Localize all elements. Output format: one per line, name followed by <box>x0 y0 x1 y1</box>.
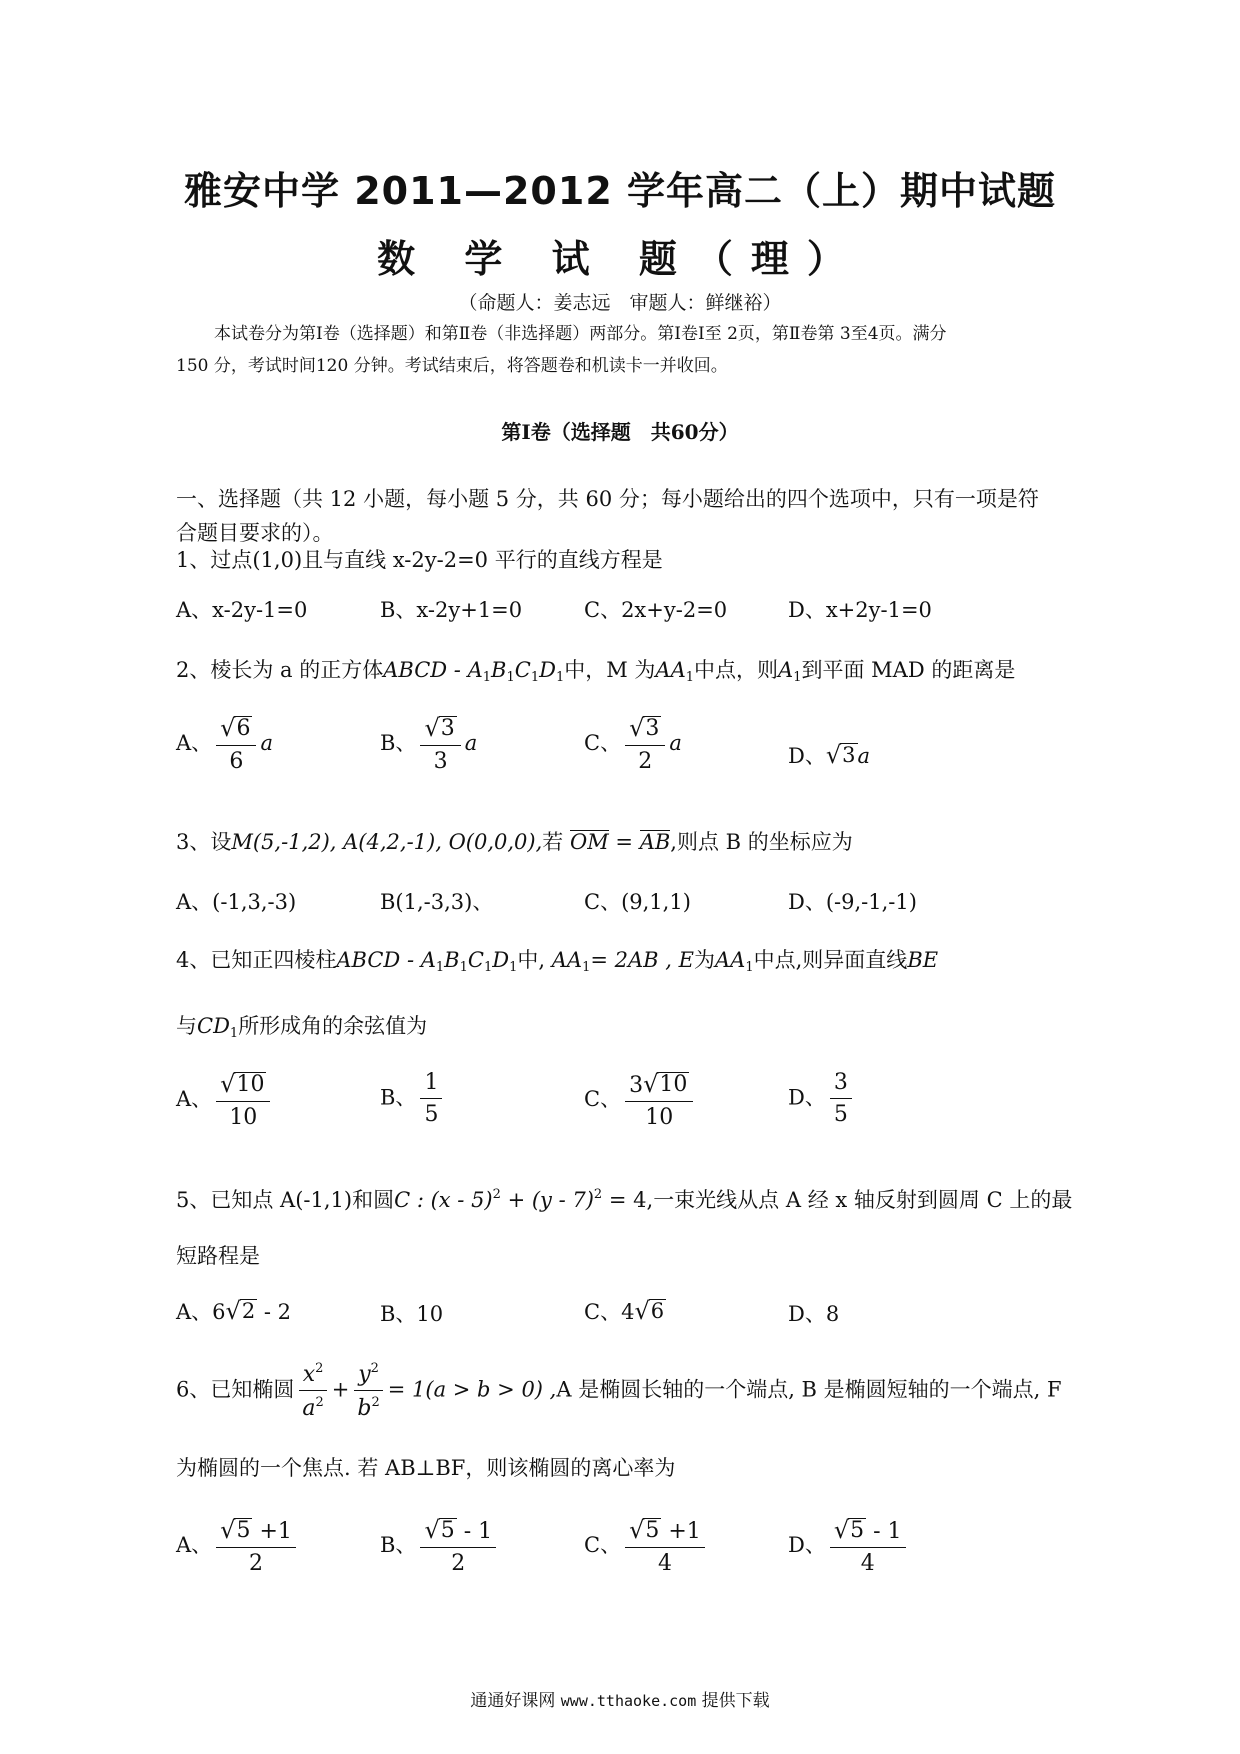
q4-d-label: D、 <box>788 1085 826 1110</box>
q2-text-3: 中点，则 <box>694 658 779 682</box>
denominator: 4 <box>657 1551 672 1576</box>
q4-text-5: 与 <box>176 1014 197 1038</box>
q3-option-c: C、(9,1,1) <box>584 890 691 914</box>
q6-x: x <box>302 1362 316 1387</box>
fraction <box>625 1072 693 1129</box>
q4-prism: ABCD - A <box>336 948 436 972</box>
q4-b1: B <box>444 948 460 972</box>
radicand: 6 <box>650 1299 665 1323</box>
fraction <box>216 1072 270 1129</box>
q2-sub: 1 <box>555 670 565 685</box>
q2-sub: 1 <box>482 670 492 685</box>
q4-sub: 1 <box>509 960 518 975</box>
q5-option-c <box>584 1296 666 1326</box>
sqrt: √ 5 <box>833 1516 865 1544</box>
q4-text-6: 所形成角的余弦值为 <box>238 1014 428 1038</box>
q6-b-label: B、 <box>380 1533 417 1557</box>
q4-sub: 1 <box>435 960 445 975</box>
q4-sub: 1 <box>483 960 493 975</box>
q4-be: BE <box>907 948 939 972</box>
q4-cd: CD <box>197 1014 230 1038</box>
fraction <box>625 716 665 773</box>
q4-c1: C <box>467 948 484 972</box>
radicand: 5 <box>850 1518 865 1543</box>
variable: a <box>260 731 273 755</box>
q2-aa: AA <box>655 658 686 682</box>
denominator: 4 <box>860 1551 875 1576</box>
q3-points: M(5,-1,2), A(4,2,-1), O(0,0,0), <box>231 830 543 854</box>
denominator: 2 <box>638 749 653 774</box>
q5-circle: C : (x - 5) <box>394 1188 493 1212</box>
exam-instructions <box>176 318 1076 382</box>
fraction <box>830 1518 906 1575</box>
q2-option-c <box>584 716 682 773</box>
q2-b1: B <box>491 658 507 682</box>
q1-option-b: B、x-2y+1=0 <box>380 598 523 622</box>
q6-exp: 2 <box>371 1395 380 1410</box>
q4-c-label: C、 <box>584 1087 622 1111</box>
q2-sub: 1 <box>530 670 540 685</box>
radicand: 6 <box>236 716 251 741</box>
sqrt: √ 10 <box>220 1070 265 1098</box>
part-line-1: 一、选择题（共 12 小题，每小题 5 分，共 60 分；每小题给出的四个选项中，只有一项是符 <box>176 487 1039 511</box>
q2-d-label: D、 <box>788 744 826 768</box>
q2-d1: D <box>539 658 556 682</box>
q4-option-a <box>176 1072 274 1129</box>
q4-option-c <box>584 1072 697 1129</box>
fraction <box>420 716 460 773</box>
q5-circle-2: + (y - 7) <box>500 1188 594 1212</box>
q6-b: b <box>357 1396 372 1421</box>
q6-option-c <box>584 1518 709 1575</box>
q6-option-b <box>380 1518 500 1575</box>
vector-ab: AB <box>639 830 671 854</box>
question-1-stem: 1、过点(1,0)且与直线 x-2y-2=0 平行的直线方程是 <box>176 548 663 572</box>
radicand: 5 <box>440 1518 455 1543</box>
variable: a <box>464 731 478 755</box>
q6-condition: = 1(a > b > 0) , <box>387 1377 557 1402</box>
denominator: 5 <box>833 1102 848 1127</box>
q5-a-label: A、6 <box>176 1300 226 1324</box>
q6-sign: - 1 <box>456 1519 493 1544</box>
q4-d1: D <box>492 948 510 972</box>
radicand: 3 <box>842 743 856 767</box>
q5-eq: = 4, <box>602 1188 654 1212</box>
radicand: 5 <box>236 1518 251 1543</box>
denominator: 2 <box>249 1551 264 1576</box>
denominator: 5 <box>424 1102 439 1127</box>
vector-om: OM <box>569 830 609 854</box>
q2-sub: 1 <box>793 670 802 685</box>
q2-c1: C <box>514 658 531 682</box>
footer-download-text: 提供下载 <box>701 1691 770 1711</box>
q4-a-label: A、 <box>176 1087 213 1111</box>
q5-a-rest: - 2 <box>257 1300 292 1324</box>
radicand: 3 <box>440 716 455 741</box>
q4-option-d <box>788 1072 856 1126</box>
question-5-stem-line-2: 短路程是 <box>176 1244 260 1268</box>
q5-option-d: D、8 <box>788 1302 840 1326</box>
q5-square: 2 <box>593 1187 603 1202</box>
q1-option-d: D、x+2y-1=0 <box>788 598 932 622</box>
sqrt: √ 10 <box>643 1070 688 1098</box>
sqrt: √ 3 <box>424 714 455 742</box>
radicand: 5 <box>645 1518 660 1543</box>
fraction <box>420 1072 442 1126</box>
sqrt: √ 2 <box>225 1297 256 1325</box>
radicand: 10 <box>236 1072 265 1097</box>
q5-text-2: 一束光线从点 A 经 x 轴反射到圆周 C 上的最 <box>653 1188 1073 1212</box>
variable: a <box>669 731 682 755</box>
q2-sub: 1 <box>506 670 515 685</box>
question-4-stem <box>176 944 938 975</box>
fraction <box>625 1518 705 1575</box>
instructions-line-1: 本试卷分为第Ⅰ卷（选择题）和第Ⅱ卷（非选择题）两部分。第Ⅰ卷Ⅰ至 2页，第Ⅱ卷第 3至4页。满分 <box>214 324 947 344</box>
q2-option-d <box>788 740 870 770</box>
sqrt: √ 5 <box>220 1516 251 1544</box>
q3-option-d: D、(-9,-1,-1) <box>788 890 917 914</box>
sqrt: √ 6 <box>220 714 251 742</box>
fraction <box>353 1362 383 1420</box>
q2-sub: 1 <box>685 670 695 685</box>
fraction <box>216 1518 296 1575</box>
q2-c-label: C、 <box>584 731 622 755</box>
exam-title: 雅安中学 2011—2012 学年高二（上）期中试题 <box>184 169 1056 213</box>
question-6-stem <box>176 1362 1062 1420</box>
q3-option-a: A、(-1,3,-3) <box>176 890 297 914</box>
coefficient: 3 <box>629 1073 644 1098</box>
q4-text-3: 为 <box>694 948 715 972</box>
part-line-2: 合题目要求的）。 <box>176 521 334 545</box>
denominator: 6 <box>229 749 244 774</box>
section-heading: 第Ⅰ卷（选择题 共60分） <box>501 420 739 444</box>
q1-option-a: A、x-2y-1=0 <box>176 598 308 622</box>
q4-aa: AA <box>551 948 583 972</box>
q6-text-2: A 是椭圆长轴的一个端点, B 是椭圆短轴的一个端点, F <box>556 1377 1062 1402</box>
q6-d-label: D、 <box>788 1533 826 1557</box>
page-footer <box>0 1686 1240 1711</box>
q3-text-2: 若 <box>542 830 564 854</box>
q2-cube: ABCD - A <box>383 658 483 682</box>
question-5-stem <box>176 1184 1072 1214</box>
sqrt: √ 5 <box>424 1516 455 1544</box>
radicand: 2 <box>241 1299 256 1323</box>
q2-text-4: 到平面 MAD 的距离是 <box>801 658 1016 682</box>
q4-sub: 1 <box>745 960 754 975</box>
radicand: 10 <box>659 1072 688 1097</box>
question-3-stem <box>176 826 853 856</box>
q6-sign: +1 <box>661 1519 701 1544</box>
denominator: 2 <box>451 1551 466 1576</box>
q2-a-label: A、 <box>176 731 213 755</box>
radicand: 3 <box>645 716 660 741</box>
q2-a1: A <box>778 658 794 682</box>
q5-text-1: 5、已知点 A(-1,1)和圆 <box>176 1188 395 1212</box>
instructions-line-2: 150 分，考试时间120 分钟。考试结束后，将答题卷和机读卡一并收回。 <box>176 356 728 376</box>
q6-y: y <box>358 1362 371 1387</box>
q4-e: E <box>678 948 694 972</box>
q5-option-b: B、10 <box>380 1302 444 1326</box>
q5-c-label: C、4 <box>584 1300 635 1324</box>
variable: a <box>857 744 871 768</box>
q4-text-2: 中, <box>517 948 546 972</box>
denominator: 10 <box>229 1105 258 1130</box>
numerator: 1 <box>420 1072 442 1099</box>
q6-option-a <box>176 1518 300 1575</box>
exam-subtitle: 数 学 试 题（理） <box>377 237 863 281</box>
footer-site-name: 通通好课网 <box>470 1691 556 1711</box>
q2-b-label: B、 <box>380 731 417 755</box>
q4-text-1: 4、已知正四棱柱 <box>176 948 337 972</box>
authors-line: （命题人：姜志远 审题人：鲜继裕） <box>458 292 782 314</box>
q6-exp: 2 <box>315 1361 324 1376</box>
q6-text-1: 6、已知椭圆 <box>176 1377 295 1402</box>
q4-sub: 1 <box>459 960 468 975</box>
part-instructions <box>176 482 1076 550</box>
q4-sub: 1 <box>582 960 591 975</box>
q3-text-1: 3、设 <box>176 830 232 854</box>
numerator: 3 <box>830 1072 852 1099</box>
q4-aa2: AA <box>715 948 746 972</box>
q6-sign: +1 <box>252 1519 292 1544</box>
q6-plus: + <box>331 1377 350 1402</box>
q4-option-b <box>380 1072 446 1126</box>
denominator: 3 <box>433 749 448 774</box>
q2-text-1: 2、棱长为 a 的正方体 <box>176 658 384 682</box>
q5-square: 2 <box>492 1187 501 1202</box>
question-2-stem <box>176 654 1015 685</box>
q6-sign: - 1 <box>866 1519 902 1544</box>
q3-text-3: ,则点 B 的坐标应为 <box>670 830 853 854</box>
q5-option-a <box>176 1296 291 1326</box>
q3-eq: = <box>615 830 633 854</box>
sqrt: √ 5 <box>629 1516 660 1544</box>
footer-url-link[interactable]: www.tthaoke.com <box>560 1692 697 1710</box>
q6-option-d <box>788 1518 910 1575</box>
fraction <box>298 1362 327 1420</box>
fraction <box>216 716 256 773</box>
q6-a: a <box>302 1396 316 1421</box>
q2-text-2: 中，M 为 <box>564 658 656 682</box>
q2-option-b <box>380 716 477 773</box>
question-4-stem-line-2 <box>176 1010 427 1041</box>
q1-option-c: C、2x+y-2=0 <box>584 598 728 622</box>
fraction <box>420 1518 496 1575</box>
sqrt: √ 3 <box>629 714 660 742</box>
q4-sub: 1 <box>229 1026 239 1041</box>
q4-relation: = 2AB , <box>590 948 672 972</box>
denominator: 10 <box>645 1105 674 1130</box>
question-6-stem-line-2: 为椭圆的一个焦点. 若 AB⊥BF，则该椭圆的离心率为 <box>176 1456 676 1480</box>
q6-exp: 2 <box>315 1395 324 1410</box>
fraction <box>830 1072 852 1126</box>
sqrt: √ 3 <box>825 741 856 769</box>
q6-c-label: C、 <box>584 1533 622 1557</box>
q6-a-label: A、 <box>176 1533 213 1557</box>
q2-option-a <box>176 716 273 773</box>
q6-exp: 2 <box>370 1361 379 1376</box>
q4-b-label: B、 <box>380 1085 417 1110</box>
sqrt: √ 6 <box>634 1297 665 1325</box>
q3-option-b: B(1,-3,3)、 <box>380 890 494 914</box>
q4-text-4: 中点,则异面直线 <box>753 948 908 972</box>
